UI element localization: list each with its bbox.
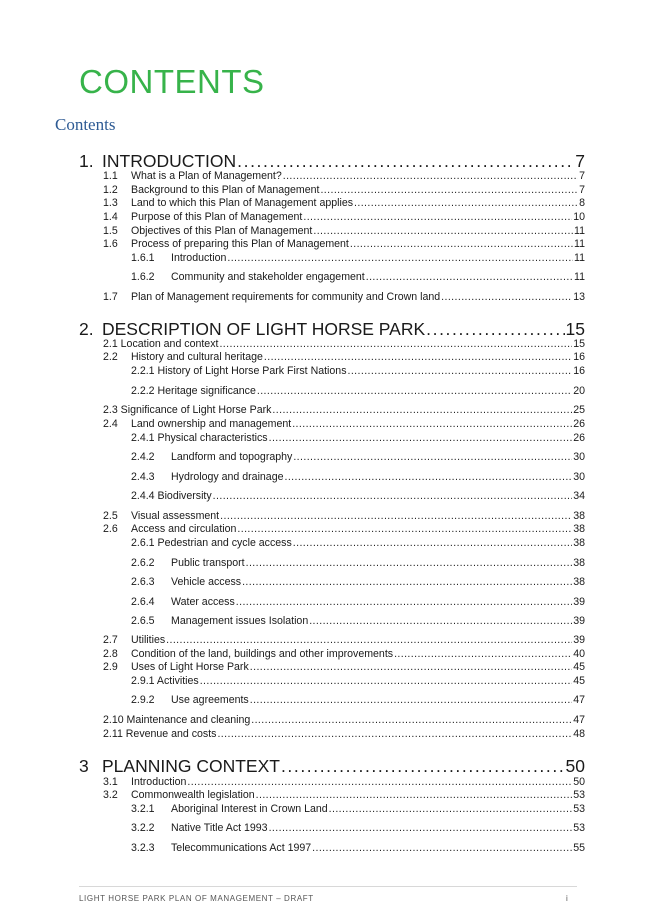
toc-dot-leader: [200, 675, 572, 688]
toc-entry-title: Land ownership and management: [131, 418, 292, 430]
toc-entry-title: Aboriginal Interest in Crown Land: [171, 803, 328, 815]
toc-entry-title: 2.4.1 Physical characteristics: [131, 432, 268, 444]
toc-entry-number: 3.2: [103, 789, 118, 801]
toc-entry[interactable]: [131, 842, 585, 855]
toc-entry[interactable]: [131, 537, 585, 550]
toc-entry[interactable]: [131, 451, 585, 464]
toc-entry-page: 11: [574, 225, 585, 237]
toc-dot-leader: [257, 385, 572, 398]
toc-entry-number: 1.7: [103, 291, 118, 303]
toc-entry[interactable]: [103, 789, 585, 802]
toc-entry[interactable]: [103, 714, 585, 727]
toc-entry-title: Uses of Light Horse Park: [131, 661, 249, 673]
toc-entry-number: 2.5: [103, 510, 118, 522]
toc-entry[interactable]: [103, 225, 585, 238]
toc-entry-page: 53: [573, 789, 585, 801]
toc-entry-number: 1.2: [103, 184, 118, 196]
toc-dot-leader: [269, 432, 573, 445]
toc-entry-page: 38: [573, 537, 585, 549]
toc-entry[interactable]: [131, 557, 585, 570]
toc-entry[interactable]: [131, 432, 585, 445]
toc-entry[interactable]: [103, 418, 585, 431]
toc-dot-leader: [217, 728, 572, 741]
toc-entry[interactable]: [131, 471, 585, 484]
toc-entry-title: Commonwealth legislation: [131, 789, 255, 801]
toc-entry-page: 50: [573, 776, 585, 788]
toc-entry-title: Water access: [171, 596, 235, 608]
toc-entry-page: 40: [573, 648, 585, 660]
toc-entry-page: 26: [573, 418, 585, 430]
toc-entry-title: Plan of Management requirements for community and Crown land: [131, 291, 441, 303]
toc-entry-number: 2.7: [103, 634, 118, 646]
toc-entry-page: 7: [579, 170, 585, 182]
toc-dot-leader: [246, 557, 573, 570]
toc-entry[interactable]: [131, 271, 585, 284]
footer-page-number: i: [566, 894, 568, 903]
toc-entry[interactable]: [131, 490, 585, 503]
toc-entry-number: 1.6: [103, 238, 118, 250]
toc-entry-number: 1.6.1: [131, 252, 155, 264]
toc-entry-title: 2.11 Revenue and costs: [103, 728, 217, 740]
toc-entry-title: 2.10 Maintenance and cleaning: [103, 714, 251, 726]
toc-dot-leader: [220, 510, 572, 523]
toc-entry[interactable]: [131, 365, 585, 378]
toc-dot-leader: [251, 714, 572, 727]
toc-entry-number: 2.9: [103, 661, 118, 673]
toc-entry[interactable]: [131, 822, 585, 835]
toc-entry-number: 2.9.2: [131, 694, 155, 706]
toc-entry[interactable]: [103, 197, 585, 210]
toc-entry[interactable]: [131, 675, 585, 688]
toc-entry-title: 2.2.1 History of Light Horse Park First Nations: [131, 365, 347, 377]
toc-entry[interactable]: [131, 576, 585, 589]
toc-entry-page: 8: [579, 197, 585, 209]
toc-entry-page: 13: [573, 291, 585, 303]
toc-entry-title: 2.1 Location and context: [103, 338, 219, 350]
toc-entry-page: 34: [573, 490, 585, 502]
toc-entry[interactable]: [131, 803, 585, 816]
toc-entry-title: Public transport: [171, 557, 245, 569]
toc-entry-number: 1.: [79, 151, 94, 171]
toc-entry-title: Landform and topography: [171, 451, 293, 463]
toc-dot-leader: [313, 225, 573, 238]
toc-entry-title: Use agreements: [171, 694, 249, 706]
toc-dot-leader: [394, 648, 572, 661]
toc-dot-leader: [250, 661, 572, 674]
toc-entry-page: 53: [573, 803, 585, 815]
toc-entry-number: 2.2: [103, 351, 118, 363]
toc-entry-number: 2.4.2: [131, 451, 155, 463]
toc-entry-title: Management issues Isolation: [171, 615, 309, 627]
toc-entry-page: 20: [573, 385, 585, 397]
toc-entry-page: 39: [573, 596, 585, 608]
toc-entry-title: 2.9.1 Activities: [131, 675, 199, 687]
toc-entry-page: 7: [579, 184, 585, 196]
toc-entry-number: 2.6.3: [131, 576, 155, 588]
toc-entry-page: 26: [573, 432, 585, 444]
toc-entry-page: 15: [565, 319, 585, 339]
toc-entry-page: 38: [573, 557, 585, 569]
toc-dot-leader: [366, 271, 573, 284]
toc-entry-number: 1.3: [103, 197, 118, 209]
toc-dot-leader: [303, 211, 572, 224]
toc-entry[interactable]: [131, 252, 585, 265]
toc-dot-leader: [256, 789, 573, 802]
toc-entry[interactable]: [79, 151, 585, 171]
toc-entry[interactable]: [103, 338, 585, 351]
page-title: CONTENTS: [79, 63, 265, 100]
toc-dot-leader: [320, 184, 578, 197]
toc-entry-number: 3.2.3: [131, 842, 155, 854]
toc-entry-page: 25: [573, 404, 585, 416]
toc-dot-leader: [250, 694, 572, 707]
toc-entry-page: 47: [573, 714, 585, 726]
toc-entry-number: 2.6.4: [131, 596, 155, 608]
toc-entry-page: 45: [573, 675, 585, 687]
toc-entry[interactable]: [131, 694, 585, 707]
toc-dot-leader: [329, 803, 573, 816]
toc-entry-number: 2.: [79, 319, 94, 339]
toc-entry-title: Access and circulation: [131, 523, 237, 535]
toc-entry-page: 45: [573, 661, 585, 673]
toc-entry-page: 30: [573, 471, 585, 483]
toc-entry-title: Hydrology and drainage: [171, 471, 284, 483]
toc-entry[interactable]: [131, 615, 585, 628]
toc-entry-number: 2.6: [103, 523, 118, 535]
toc-dot-leader: [309, 615, 572, 628]
toc-dot-leader: [272, 404, 572, 417]
toc-entry-title: Background to this Plan of Management: [131, 184, 320, 196]
toc-entry-title: Land to which this Plan of Management applies: [131, 197, 354, 209]
toc-entry-title: Introduction: [131, 776, 187, 788]
toc-dot-leader: [236, 596, 572, 609]
toc-entry-page: 47: [573, 694, 585, 706]
toc-dot-leader: [285, 471, 573, 484]
toc-dot-leader: [426, 319, 564, 339]
toc-entry[interactable]: [103, 184, 585, 197]
toc-entry-title: Visual assessment: [131, 510, 220, 522]
toc-dot-leader: [166, 634, 572, 647]
toc-entry-title: What is a Plan of Management?: [131, 170, 282, 182]
toc-entry[interactable]: [103, 634, 585, 647]
toc-dot-leader: [264, 351, 572, 364]
toc-dot-leader: [293, 451, 572, 464]
footer-divider: [79, 886, 577, 887]
toc-entry[interactable]: [131, 596, 585, 609]
toc-entry[interactable]: [131, 385, 585, 398]
toc-entry[interactable]: [103, 211, 585, 224]
toc-entry-title: History and cultural heritage: [131, 351, 263, 363]
toc-entry-number: 2.6.2: [131, 557, 155, 569]
toc-entry[interactable]: [103, 648, 585, 661]
toc-entry[interactable]: [103, 523, 585, 536]
toc-entry-page: 16: [573, 351, 585, 363]
toc-dot-leader: [242, 576, 572, 589]
toc-entry-page: 38: [573, 523, 585, 535]
toc-entry-page: 11: [574, 271, 585, 283]
toc-entry[interactable]: [103, 351, 585, 364]
toc-entry[interactable]: [103, 238, 585, 251]
toc-heading: Contents: [55, 115, 116, 134]
toc-dot-leader: [187, 776, 572, 789]
toc-entry-page: 10: [573, 211, 585, 223]
toc-dot-leader: [227, 252, 573, 265]
toc-dot-leader: [237, 151, 574, 171]
toc-dot-leader: [348, 365, 573, 378]
toc-entry-page: 16: [573, 365, 585, 377]
toc-entry-title: 2.6.1 Pedestrian and cycle access: [131, 537, 292, 549]
toc-entry-title: DESCRIPTION OF LIGHT HORSE PARK: [102, 319, 426, 339]
toc-entry-title: PLANNING CONTEXT: [102, 756, 280, 776]
toc-entry-page: 48: [573, 728, 585, 740]
toc-entry-number: 2.6.5: [131, 615, 155, 627]
toc-entry-title: 2.3 Significance of Light Horse Park: [103, 404, 272, 416]
toc-entry-title: Utilities: [131, 634, 166, 646]
toc-entry-title: Purpose of this Plan of Management: [131, 211, 303, 223]
toc-dot-leader: [354, 197, 578, 210]
toc-entry[interactable]: [103, 776, 585, 789]
toc-entry-title: Native Title Act 1993: [171, 822, 268, 834]
toc-entry-page: 39: [573, 634, 585, 646]
toc-entry-title: 2.4.4 Biodiversity: [131, 490, 212, 502]
toc-entry-title: Introduction: [171, 252, 227, 264]
toc-entry-title: Community and stakeholder engagement: [171, 271, 365, 283]
toc-dot-leader: [219, 338, 572, 351]
toc-entry-page: 55: [573, 842, 585, 854]
toc-entry-number: 3.2.1: [131, 803, 155, 815]
toc-entry-page: 11: [574, 238, 585, 250]
toc-entry-number: 1.4: [103, 211, 118, 223]
toc-entry-page: 53: [573, 822, 585, 834]
toc-dot-leader: [213, 490, 573, 503]
toc-entry-page: 11: [574, 252, 585, 264]
toc-entry-number: 1.5: [103, 225, 118, 237]
toc-entry-title: Vehicle access: [171, 576, 242, 588]
toc-dot-leader: [293, 537, 572, 550]
toc-entry-title: 2.2.2 Heritage significance: [131, 385, 256, 397]
toc-entry[interactable]: [103, 291, 585, 304]
toc-entry-number: 3.2.2: [131, 822, 155, 834]
toc-entry[interactable]: [103, 661, 585, 674]
toc-entry[interactable]: [79, 319, 585, 339]
toc-entry[interactable]: [103, 170, 585, 183]
toc-entry[interactable]: [79, 756, 585, 776]
toc-dot-leader: [312, 842, 572, 855]
toc-entry-page: 7: [575, 151, 585, 171]
toc-entry-number: 2.4: [103, 418, 118, 430]
toc-entry-title: Objectives of this Plan of Management: [131, 225, 313, 237]
toc-dot-leader: [441, 291, 572, 304]
toc-dot-leader: [283, 170, 578, 183]
toc-entry-page: 38: [573, 576, 585, 588]
footer-document-title: LIGHT HORSE PARK PLAN OF MANAGEMENT – DRAFT: [79, 894, 314, 903]
toc-dot-leader: [269, 822, 573, 835]
toc-entry-title: Process of preparing this Plan of Management: [131, 238, 349, 250]
toc-entry-page: 50: [565, 756, 585, 776]
toc-entry-number: 1.1: [103, 170, 118, 182]
toc-dot-leader: [350, 238, 573, 251]
toc-entry-number: 3: [79, 756, 89, 776]
toc-entry-number: 1.6.2: [131, 271, 155, 283]
toc-dot-leader: [281, 756, 565, 776]
toc-entry[interactable]: [103, 728, 585, 741]
toc-entry-title: Condition of the land, buildings and other improvements: [131, 648, 394, 660]
toc-entry-number: 2.4.3: [131, 471, 155, 483]
toc-entry[interactable]: [103, 404, 585, 417]
toc-entry-number: 3.1: [103, 776, 118, 788]
toc-dot-leader: [237, 523, 572, 536]
toc-entry-page: 38: [573, 510, 585, 522]
toc-entry-title: INTRODUCTION: [102, 151, 237, 171]
toc-entry-page: 15: [573, 338, 585, 350]
toc-dot-leader: [292, 418, 572, 431]
toc-entry-page: 39: [573, 615, 585, 627]
toc-entry-number: 2.8: [103, 648, 118, 660]
toc-entry[interactable]: [103, 510, 585, 523]
toc-entry-title: Telecommunications Act 1997: [171, 842, 312, 854]
toc-entry-page: 30: [573, 451, 585, 463]
